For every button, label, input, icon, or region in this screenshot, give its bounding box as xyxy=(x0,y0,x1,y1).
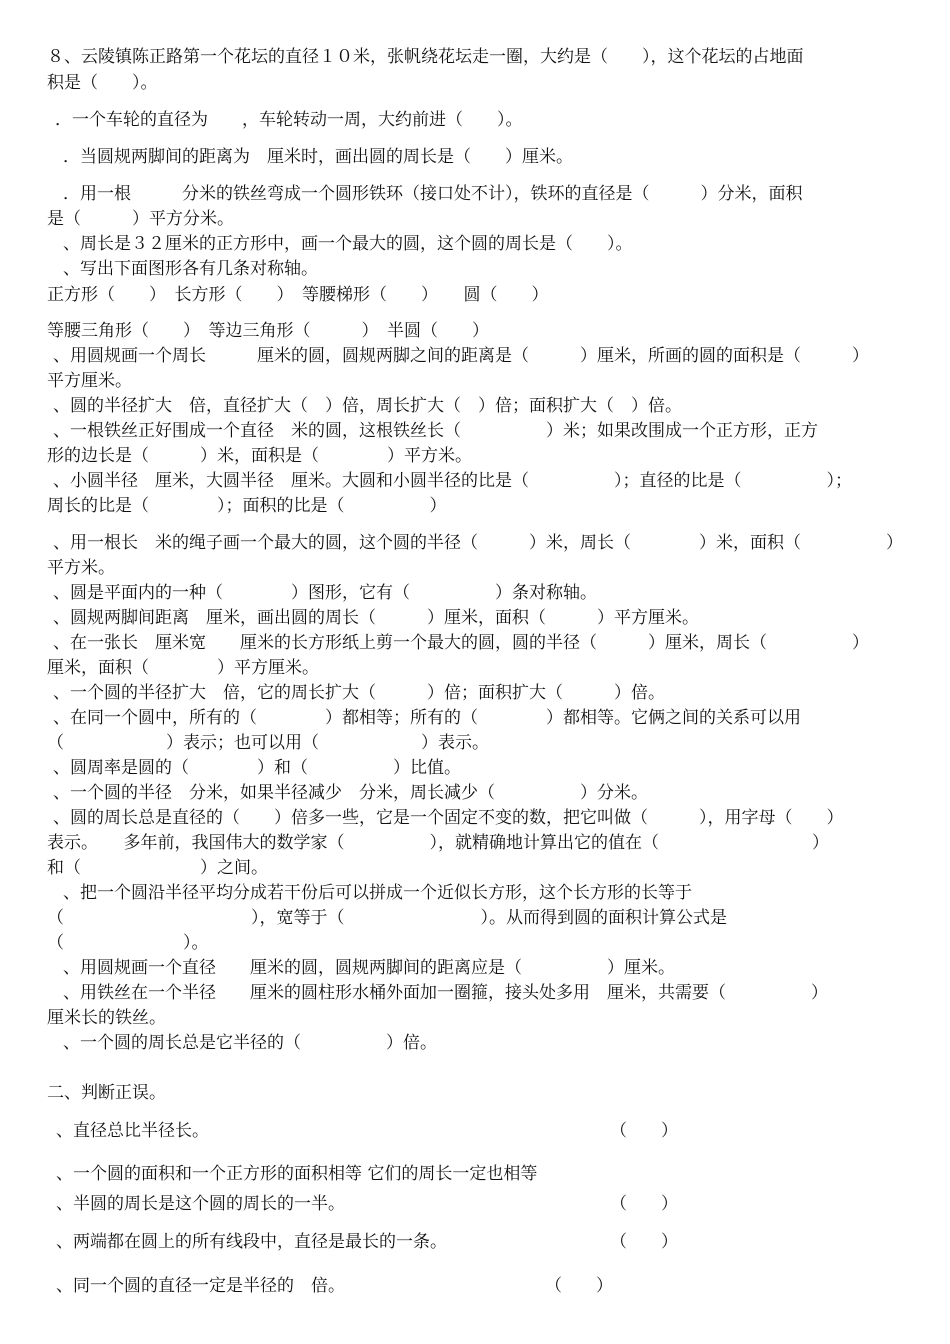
question-8-line-2: 积是（ ）。 xyxy=(47,73,158,93)
question-compass-diameter: 、用圆规画一个直径 厘米的圆，圆规两脚间的距离应是（ ）厘米。 xyxy=(63,958,675,978)
question-square-circle: 、周长是３２厘米的正方形中，画一个最大的圆，这个圆的周长是（ ）。 xyxy=(63,234,633,254)
judge-item-5-answer: （ ） xyxy=(545,1276,613,1296)
question-rectangle-paper-line-2: 厘米，面积（ ）平方厘米。 xyxy=(47,658,319,678)
question-pi-ratio: 、圆周率是圆的（ ）和（ ）比值。 xyxy=(53,758,461,778)
question-bucket-hoop-line-1: 、用铁丝在一个半径 厘米的圆柱形水桶外面加一圈箍，接头处多用 厘米，共需要（ ） xyxy=(63,983,828,1003)
judge-item-2: 、一个圆的面积和一个正方形的面积相等 它们的周长一定也相等 xyxy=(56,1164,538,1184)
question-wire-square-line-1: 、一根铁丝正好围成一个直径 米的圆，这根铁丝长（ ）米；如果改围成一个正方形，正方 xyxy=(53,421,818,441)
question-bucket-hoop-line-2: 厘米长的铁丝。 xyxy=(47,1008,166,1028)
judge-item-4: 、两端都在圆上的所有线段中，直径是最长的一条。 xyxy=(56,1232,447,1252)
question-compass-area-line-2: 平方厘米。 xyxy=(47,371,132,391)
question-compass-circumference: ．当圆规两脚间的距离为 厘米时，画出圆的周长是（ ）厘米。 xyxy=(63,147,573,167)
question-compass-distance: 、圆规两脚间距离 厘米，画出圆的周长（ ）厘米，面积（ ）平方厘米。 xyxy=(53,608,699,628)
question-wire-hoop-line-2: 是（ ）平方分米。 xyxy=(47,209,234,229)
question-same-circle-line-1: 、在同一个圆中，所有的（ ）都相等；所有的（ ）都相等。它俩之间的关系可以用 xyxy=(53,708,801,728)
judge-item-3: 、半圆的周长是这个圆的周长的一半。 xyxy=(56,1194,345,1214)
question-pi-history-line-1: 、圆的周长总是直径的（ ）倍多一些，它是一个固定不变的数，把它叫做（ ），用字母（ ） xyxy=(53,808,844,828)
question-rectangle-paper-line-1: 、在一张长 厘米宽 厘米的长方形纸上剪一个最大的圆，圆的半径（ ）厘米，周长（ ） xyxy=(53,633,869,653)
question-area-formula-line-3: （ ）。 xyxy=(47,933,209,953)
question-plane-figure: 、圆是平面内的一种（ ）图形，它有（ ）条对称轴。 xyxy=(53,583,597,603)
question-pi-history-line-3: 和（ ）之间。 xyxy=(47,858,268,878)
question-ratio-line-1: 、小圆半径 厘米，大圆半径 厘米。大圆和小圆半径的比是（ ）；直径的比是（ ）； xyxy=(53,471,852,491)
question-wire-hoop-line-1: ．用一根 分米的铁丝弯成一个圆形铁环（接口处不计），铁环的直径是（ ）分米，面积 xyxy=(63,184,803,204)
question-rope-line-1: 、用一根长 米的绳子画一个最大的圆，这个圆的半径（ ）米，周长（ ）米，面积（ ） xyxy=(53,533,903,553)
question-radius-scale: 、圆的半径扩大 倍，直径扩大（ ）倍，周长扩大（ ）倍；面积扩大（ ）倍。 xyxy=(53,396,682,416)
question-ratio-line-2: 周长的比是（ ）；面积的比是（ ） xyxy=(47,496,447,516)
question-circumference-radius: 、一个圆的周长总是它半径的（ ）倍。 xyxy=(63,1033,437,1053)
question-pi-history-line-2: 表示。 多年前，我国伟大的数学家（ ），就精确地计算出它的值在（ ） xyxy=(47,833,829,853)
question-symmetry-axes: 、写出下面图形各有几条对称轴。 xyxy=(63,259,318,279)
judge-item-3-answer: （ ） xyxy=(610,1194,678,1214)
question-radius-decrease: 、一个圆的半径 分米，如果半径减少 分米，周长减少（ ）分米。 xyxy=(53,783,648,803)
question-area-formula-line-1: 、把一个圆沿半径平均分成若干份后可以拼成一个近似长方形，这个长方形的长等于 xyxy=(63,883,692,903)
judge-item-4-answer: （ ） xyxy=(610,1232,678,1252)
question-area-formula-line-2: （ ），宽等于（ ）。从而得到圆的面积计算公式是 xyxy=(47,908,727,928)
question-radius-expand: 、一个圆的半径扩大 倍，它的周长扩大（ ）倍；面积扩大（ ）倍。 xyxy=(53,683,665,703)
judge-item-1-answer: （ ） xyxy=(610,1121,678,1141)
question-rope-line-2: 平方米。 xyxy=(47,558,115,578)
question-wire-square-line-2: 形的边长是（ ）米，面积是（ ）平方米。 xyxy=(47,446,472,466)
question-wheel: ．一个车轮的直径为 ，车轮转动一周，大约前进（ ）。 xyxy=(55,110,523,130)
question-compass-area-line-1: 、用圆规画一个周长 厘米的圆，圆规两脚之间的距离是（ ）厘米，所画的圆的面积是（ ） xyxy=(53,346,869,366)
section-two-heading: 二、判断正误。 xyxy=(47,1083,166,1103)
question-same-circle-line-2: （ ）表示；也可以用（ ）表示。 xyxy=(47,733,489,753)
judge-item-1: 、直径总比半径长。 xyxy=(56,1121,209,1141)
symmetry-row-2: 等腰三角形（ ） 等边三角形（ ） 半圆（ ） xyxy=(47,321,489,341)
judge-item-5: 、同一个圆的直径一定是半径的 倍。 xyxy=(56,1276,345,1296)
question-8-line-1: ８、云陵镇陈正路第一个花坛的直径１０米，张帆绕花坛走一圈，大约是（ ），这个花坛的占地面 xyxy=(47,47,804,67)
symmetry-row-1: 正方形（ ） 长方形（ ） 等腰梯形（ ） 圆（ ） xyxy=(47,285,549,305)
